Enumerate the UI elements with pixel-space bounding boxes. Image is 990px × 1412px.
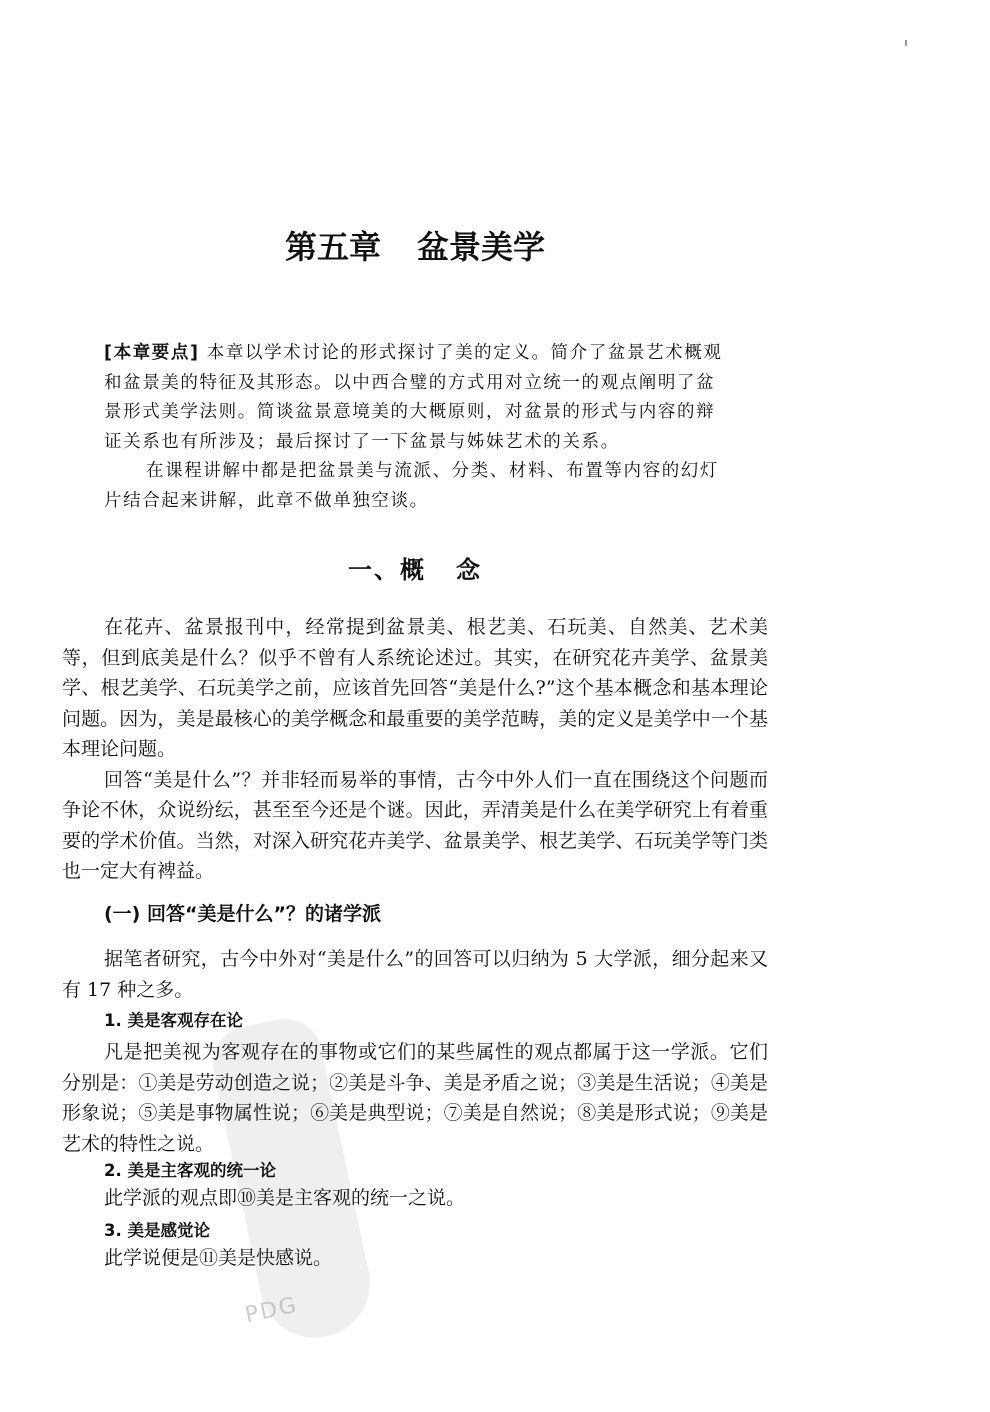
- school-3-paragraph: 此学说便是⑪美是快感说。: [104, 1247, 333, 1269]
- school-1-text: [62, 1037, 768, 1159]
- summary-paragraph-1: [104, 339, 728, 457]
- section-title-tail: 念: [456, 555, 482, 584]
- chapter-title: [0, 222, 830, 268]
- school-3-text: [62, 1243, 768, 1274]
- school-2-heading: 2. 美是主客观的统一论: [104, 1161, 276, 1180]
- intro-paragraph-2: 回答“美是什么”？并非轻而易举的事情，古今中外人们一直在围绕这个问题而争论不休，众说纷纭，甚至至今还是个谜。因此，弄清美是什么在美学研究上有着重要的学术价值。当然，对深入研究花卉美学、盆景美学、根艺美学、石玩美学等门类也一定大有裨益。: [62, 768, 768, 882]
- school-2-text: [62, 1183, 768, 1214]
- intro-paragraph-1: 在花卉、盆景报刊中，经常提到盆景美、根艺美、石玩美、自然美、艺术美等，但到底美是什么？似乎不曾有人系统论述过。其实，在研究花卉美学、盆景美学、根艺美学、石玩美学之前，应该首先回答“美是什么?”这个基本概念和基本理论问题。因为，美是最核心的美学概念和最重要的美学范畴，美的定义是美学中一个基本理论问题。: [62, 616, 768, 760]
- intro-text: [62, 612, 768, 887]
- chapter-number: 第五章: [284, 228, 381, 266]
- summary-label: [本章要点]: [104, 343, 200, 363]
- chapter-name: 盆景美学: [417, 228, 546, 266]
- summary-text-1: 本章以学术讨论的形式探讨了美的定义。简介了盆景艺术概观和盆景美的特征及其形态。以中西合璧的方式用对立统一的观点阐明了盆景形式美学法则。简谈盆景意境美的大概原则，对盆景的形式与内容的辩证关系也有所涉及；最后探讨了一下盆景与姊妹艺术的关系。: [104, 343, 723, 452]
- section-heading: [0, 550, 830, 585]
- school-2-paragraph: 此学派的观点即⑩美是主客观的统一之说。: [104, 1187, 466, 1209]
- section-number: 一、概: [348, 555, 426, 584]
- subsection-heading: (一) 回答“美是什么”？的诸学派: [104, 903, 381, 925]
- school-1-heading: 1. 美是客观存在论: [104, 1011, 243, 1030]
- watermark-text: PDG: [242, 1292, 301, 1329]
- school-1-paragraph: 凡是把美视为客观存在的事物或它们的某些属性的观点都属于这一学派。它们分别是：①美是劳动创造之说；②美是斗争、美是矛盾之说；③美是生活说；④美是形象说；⑤美是事物属性说；⑥美是典型说；⑦美是自然说；⑧美是形式说；⑨美是艺术的特性之说。: [62, 1041, 768, 1155]
- summary-paragraph-2: 在课程讲解中都是把盆景美与流派、分类、材料、布置等内容的幻灯片结合起来讲解，此章不做单独空谈。: [104, 461, 719, 511]
- subsection-text: [62, 944, 768, 1005]
- subsection-paragraph: 据笔者研究，古今中外对“美是什么”的回答可以归纳为 5 大学派，细分起来又有 17 种之多。: [62, 948, 768, 1001]
- chapter-summary: [104, 339, 728, 516]
- school-3-heading: 3. 美是感觉论: [104, 1221, 210, 1240]
- margin-mark: [905, 40, 907, 46]
